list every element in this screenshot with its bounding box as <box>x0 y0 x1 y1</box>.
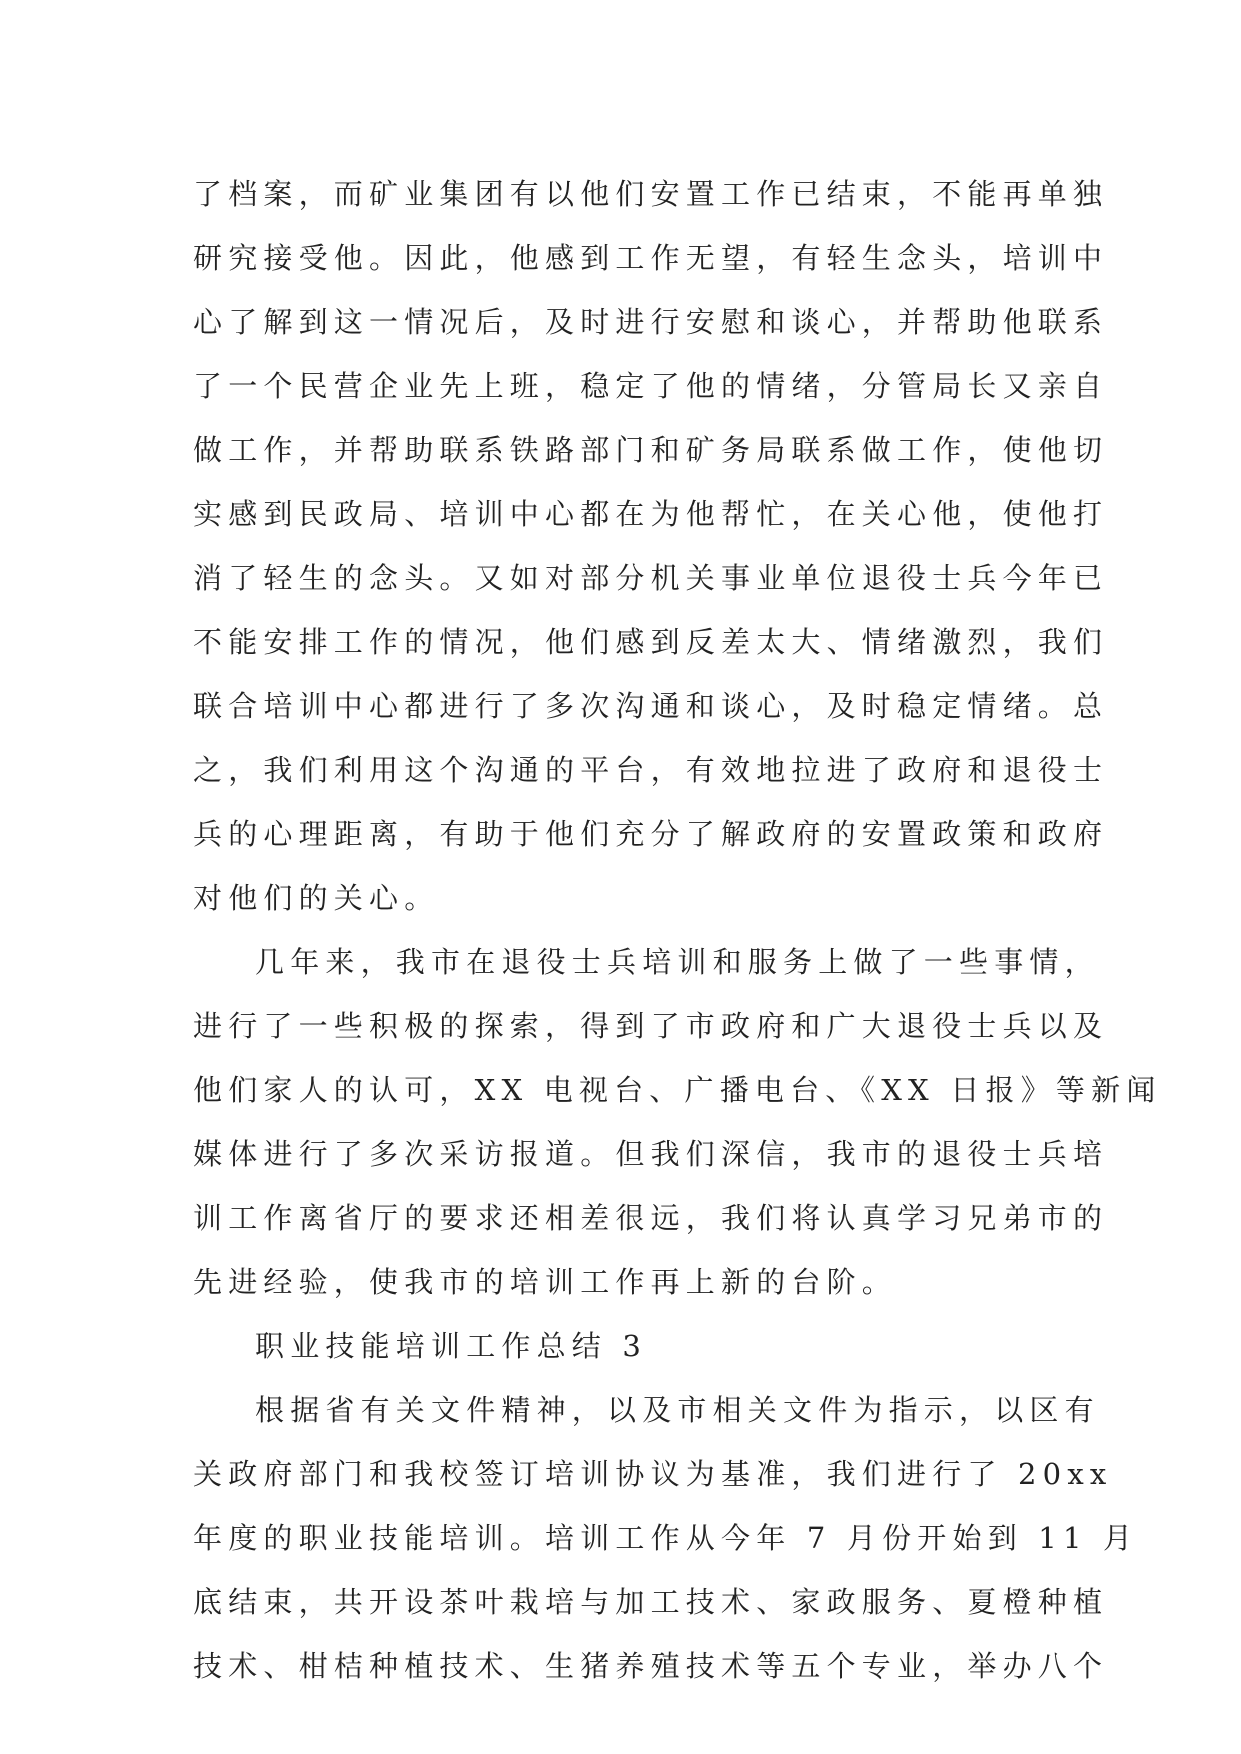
text-line: 兵的心理距离，有助于他们充分了解政府的安置政策和政府 <box>193 817 1109 851</box>
body-text <box>193 162 1162 1698</box>
section-heading <box>193 1314 1057 1378</box>
text-line: 底结束，共开设茶叶栽培与加工技术、家政服务、夏橙种植 <box>193 1585 1109 1619</box>
text-line: 年度的职业技能培训。培训工作从今年 7 月份开始到 11 月 <box>193 1521 1139 1555</box>
text-line: 实感到民政局、培训中心都在为他帮忙，在关心他，使他打 <box>193 497 1109 531</box>
text-line: 技术、柑桔种植技术、生猪养殖技术等五个专业，举办八个 <box>193 1649 1109 1683</box>
text-line: 进行了一些积极的探索，得到了市政府和广大退役士兵以及 <box>193 1009 1109 1043</box>
text-line: 对他们的关心。 <box>193 881 440 915</box>
text-line: 之，我们利用这个沟通的平台，有效地拉进了政府和退役士 <box>193 753 1109 787</box>
paragraph <box>193 1378 1139 1698</box>
text-line: 不能安排工作的情况，他们感到反差太大、情绪激烈，我们 <box>193 625 1109 659</box>
text-line: 做工作，并帮助联系铁路部门和矿务局联系做工作，使他切 <box>193 433 1109 467</box>
text-line: 几年来，我市在退役士兵培训和服务上做了一些事情， <box>255 945 1100 979</box>
text-line: 了一个民营企业先上班，稳定了他的情绪，分管局长又亲自 <box>193 369 1109 403</box>
text-line: 训工作离省厅的要求还相差很远，我们将认真学习兄弟市的 <box>193 1201 1109 1235</box>
text-line: 媒体进行了多次采访报道。但我们深信，我市的退役士兵培 <box>193 1137 1109 1171</box>
text-line: 了档案，而矿业集团有以他们安置工作已结束，不能再单独 <box>193 177 1109 211</box>
paragraph <box>193 162 1109 930</box>
text-line: 关政府部门和我校签订培训协议为基准，我们进行了 20xx <box>193 1457 1113 1491</box>
text-line: 根据省有关文件精神，以及市相关文件为指示，以区有 <box>255 1393 1100 1427</box>
text-line: 心了解到这一情况后，及时进行安慰和谈心，并帮助他联系 <box>193 305 1109 339</box>
text-line: 联合培训中心都进行了多次沟通和谈心，及时稳定情绪。总 <box>193 689 1109 723</box>
text-line: 研究接受他。因此，他感到工作无望，有轻生念头，培训中 <box>193 241 1109 275</box>
text-line: 先进经验，使我市的培训工作再上新的台阶。 <box>193 1265 898 1299</box>
heading-text: 职业技能培训工作总结 3 <box>255 1329 648 1363</box>
text-line: 消了轻生的念头。又如对部分机关事业单位退役士兵今年已 <box>193 561 1109 595</box>
paragraph <box>193 930 1162 1314</box>
text-line: 他们家人的认可，XX 电视台、广播电台、《XX 日报》等新闻 <box>193 1073 1162 1107</box>
